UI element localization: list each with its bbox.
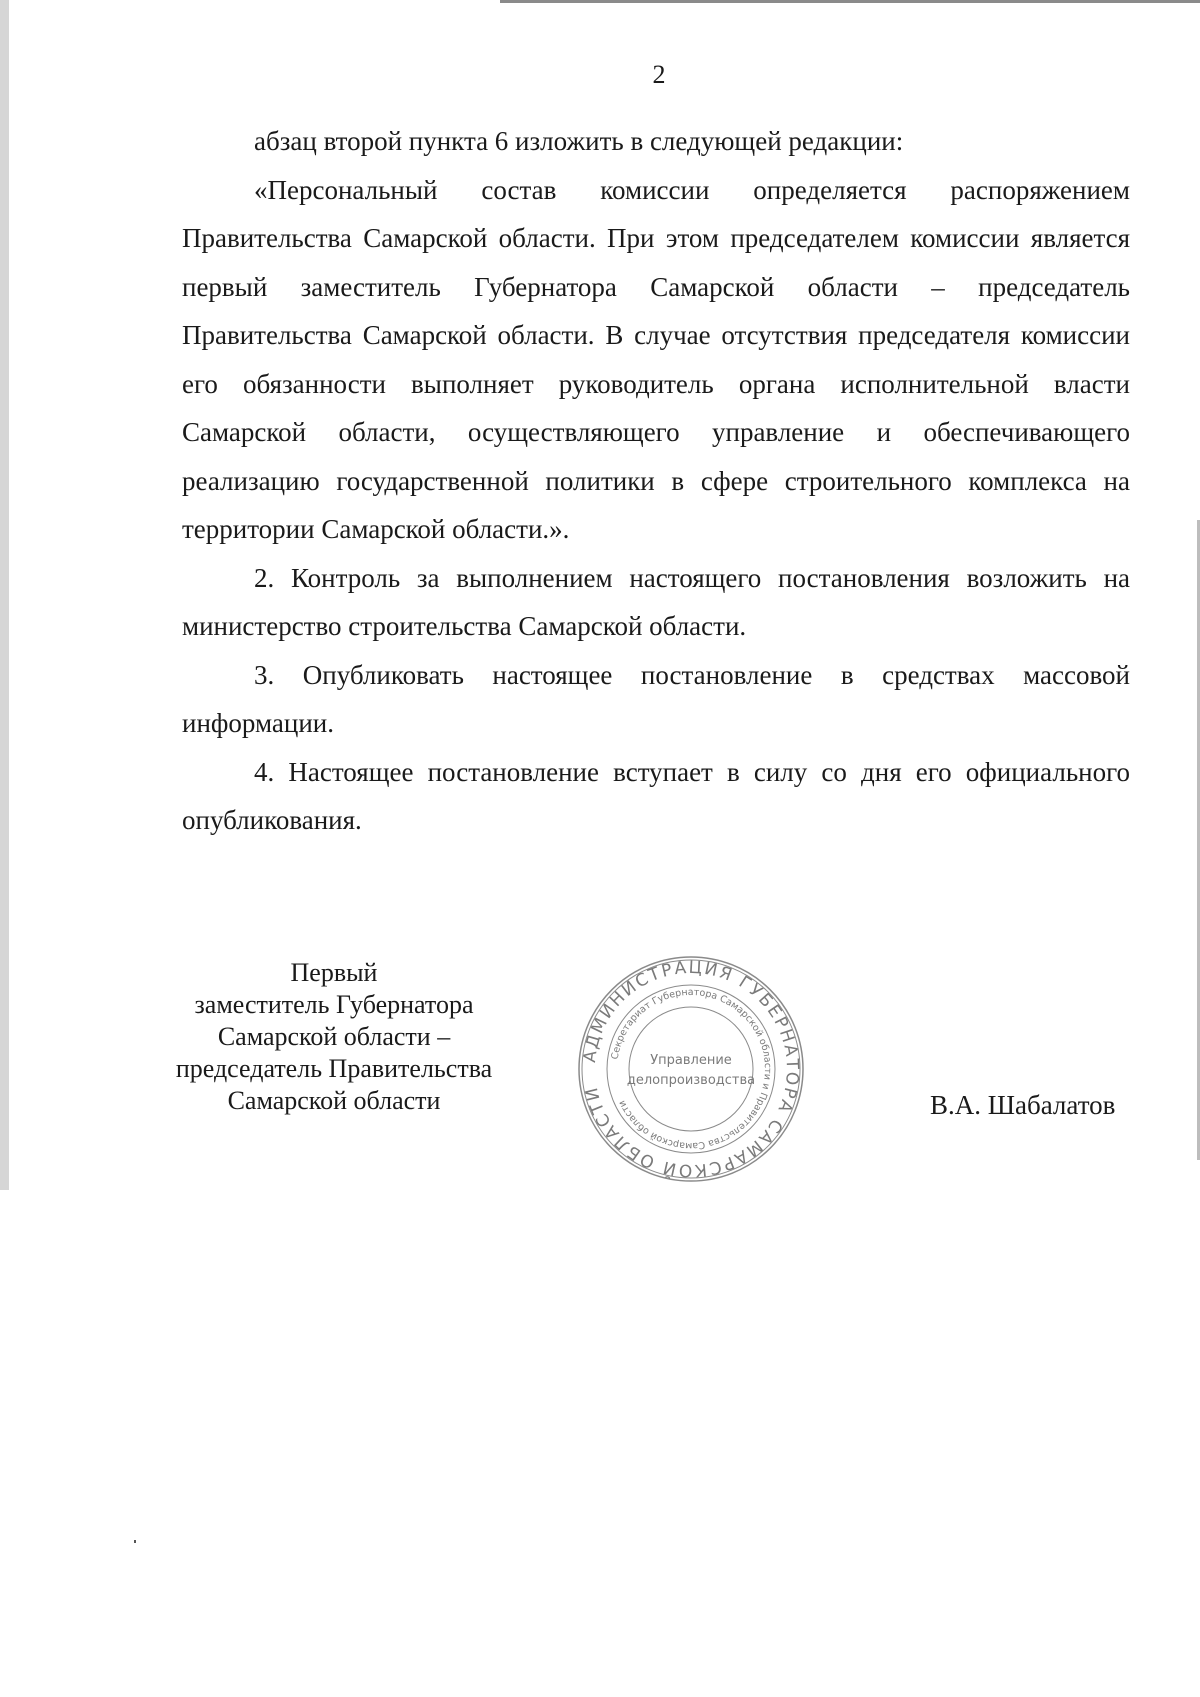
signatory-position-line: Самарской области –	[217, 1022, 451, 1051]
signatory-position-line: председатель Правительства	[175, 1054, 493, 1083]
signatory-position	[148, 957, 520, 1117]
official-seal	[577, 955, 805, 1183]
paragraph-item-3: 3. Опубликовать настоящее постановление в средствах массовой информации.	[182, 659, 1130, 738]
page-number: 2	[652, 60, 666, 89]
paragraph-item-2: 2. Контроль за выполнением настоящего постановления возложить на министерство строительства Самарской области.	[182, 562, 1130, 641]
signatory-position-line: Первый	[290, 958, 378, 987]
paragraph-item-4: 4. Настоящее постановление вступает в силу со дня его официального опубликования.	[182, 756, 1130, 835]
document-body	[182, 117, 1130, 845]
signatory-position-line: Самарской области	[227, 1086, 441, 1115]
scan-speck	[134, 1540, 136, 1543]
signatory-position-line: заместитель Губернатора	[194, 990, 474, 1019]
signatory-name: В.А. Шабалатов	[930, 1090, 1116, 1120]
scan-edge-top	[500, 0, 1200, 3]
scan-edge-left	[0, 0, 9, 1190]
paragraph-amendment-text: «Персональный состав комиссии определяется распоряжением Правительства Самарской области. При этом председателем комиссии является первый заместитель Губернатора Самарской области – председатель Правительства Самарской области. В случае отсутствия председателя комиссии его обязанности выполняет руководитель органа исполнительной власти Самарской области, осуществляющего управление и обеспечивающего реализацию государственной политики в сфере строительного комплекса на территории Самарской области.».	[182, 174, 1130, 544]
seal-center-line2: делопроизводства	[626, 1073, 756, 1088]
seal-center-line1: Управление	[650, 1053, 732, 1068]
paragraph-amendment-intro: абзац второй пункта 6 изложить в следующей редакции:	[254, 126, 904, 156]
seal-inner-text: Секретариат Губернатора Самарской области и Правительства Самарской области	[609, 986, 774, 1152]
seal-outer-text: АДМИНИСТРАЦИЯ ГУБЕРНАТОРА САМАРСКОЙ ОБЛАСТИ	[580, 957, 803, 1181]
